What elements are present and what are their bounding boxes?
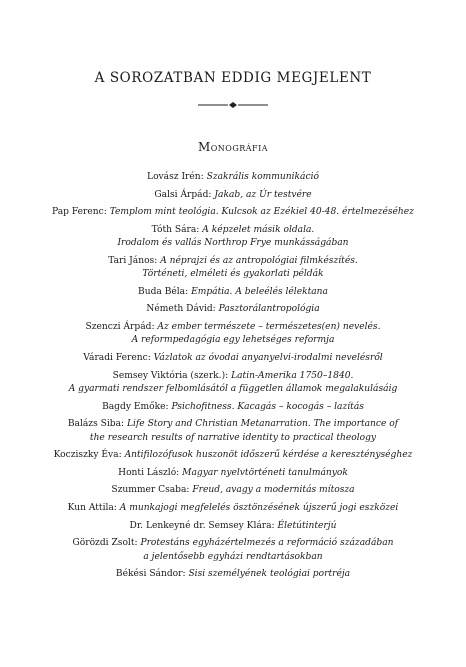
entry-title: Történeti, elméleti és gyakorlati példák (142, 269, 324, 280)
entry-continuation-line (0, 551, 466, 564)
list-item (0, 224, 466, 251)
entry-title: Az ember természete – természetes(en) nevelés. (157, 321, 381, 332)
entry-continuation-line (0, 383, 466, 396)
entry-title: Sisi személyének teológiai portréja (188, 569, 351, 580)
entry-title: Templom mint teológia. Kulcsok az Ezékiel 40-48. értelmezéséhez (109, 207, 414, 218)
entry-first-line (0, 502, 466, 515)
entry-author: Buda Béla: (138, 286, 192, 297)
list-item (0, 568, 466, 581)
entry-author: Tari János: (108, 255, 161, 266)
entry-author: Kocziszky Éva: (53, 450, 125, 461)
entry-author: Tóth Sára: (151, 224, 203, 235)
entry-first-line (0, 370, 466, 383)
entry-first-line (0, 321, 466, 334)
entry-author: Semsey Viktória (szerk.): (112, 370, 232, 381)
entry-author: Váradi Ferenc: (83, 352, 154, 363)
entry-author: Szummer Csaba: (111, 485, 193, 496)
entry-author: Kun Attila: (67, 502, 120, 513)
entry-first-line (0, 171, 466, 184)
entry-author: Lovász Irén: (147, 172, 207, 182)
entry-title: Vázlatok az óvodai anyanyelvi-irodalmi nevelésről (153, 352, 383, 363)
list-item (0, 502, 466, 515)
entry-title: Psichofitness. Kacagás – kocogás – lazítás (171, 401, 364, 412)
entry-author: Szenczi Árpád: (85, 321, 158, 332)
entry-first-line (0, 568, 466, 581)
entry-title: Protestáns egyházértelmezés a reformáció századában (140, 538, 394, 549)
entry-first-line (0, 467, 466, 480)
entry-first-line (0, 418, 466, 431)
entry-author: Bagdy Emőke: (102, 401, 172, 412)
entry-title: Irodalom és vallás Northrop Frye munkásságában (117, 238, 349, 249)
entry-continuation-line (0, 432, 466, 445)
list-item (0, 286, 466, 299)
list-item (0, 171, 466, 184)
entry-first-line (0, 352, 466, 365)
entry-title: Magyar nyelvtörténeti tanulmányok (182, 467, 348, 478)
list-item (0, 352, 466, 365)
list-item (0, 537, 466, 564)
entry-first-line (0, 255, 466, 268)
entry-author: Görözdi Zsolt: (72, 538, 141, 549)
entry-title: the research results of narrative identity to practical theology (89, 432, 377, 443)
list-item (0, 255, 466, 282)
entry-title: Szakrális kommunikáció (206, 172, 319, 182)
list-item (0, 321, 466, 348)
entry-author: Békési Sándor: (115, 569, 189, 580)
list-item (0, 418, 466, 445)
entry-title: A munkajogi megfelelés ösztönzésének újszerű jogi eszközei (119, 502, 399, 513)
list-item (0, 189, 466, 202)
entry-title: Freud, avagy a modernitás mítosza (192, 485, 355, 496)
entry-first-line (0, 484, 466, 497)
list-item (0, 467, 466, 480)
entry-first-line (0, 286, 466, 299)
entry-continuation-line (0, 237, 466, 250)
entry-title: Latin-Amerika 1750–1840. (231, 370, 354, 381)
entry-first-line (0, 537, 466, 550)
entry-first-line (0, 401, 466, 414)
entry-title: A képzelet másik oldala. (202, 224, 315, 235)
entry-first-line (0, 206, 466, 219)
ornament-divider (198, 100, 268, 110)
list-item (0, 303, 466, 316)
entry-author: Galsi Árpád: (154, 189, 215, 200)
list-item (0, 370, 466, 397)
entry-title: Life Story and Christian Metanarration. The importance of (126, 419, 399, 430)
entry-title: Antifilozófusok huszonöt időszerű kérdése a kereszténységhez (124, 450, 413, 461)
list-item (0, 449, 466, 462)
list-item (0, 206, 466, 219)
entry-title: A reformpedagógia egy lehetséges reformja (131, 335, 335, 346)
section-heading: Monográfia (197, 140, 269, 154)
page-title: A SOROZATBAN EDDIG MEGJELENT (94, 70, 372, 86)
entry-title: Életútinterjú (277, 520, 337, 531)
entry-title: A gyarmati rendszer felbomlásától a független államok megalakulásáig (68, 383, 398, 394)
list-item (0, 401, 466, 414)
list-item (0, 520, 466, 533)
entry-title: Jakab, az Úr testvére (214, 189, 312, 200)
entry-author: Dr. Lenkeyné dr. Semsey Klára: (129, 520, 278, 531)
entry-first-line (0, 520, 466, 533)
entry-author: Pap Ferenc: (52, 207, 110, 218)
entry-first-line (0, 189, 466, 202)
entry-first-line (0, 449, 466, 462)
publication-list (0, 171, 466, 582)
entry-continuation-line (0, 334, 466, 347)
entry-author: Honti László: (118, 467, 183, 478)
entry-title: Pasztorálantropológia (218, 304, 320, 315)
entry-title: A néprajzi és az antropológiai filmkészítés. (160, 255, 358, 266)
entry-title: a jelentősebb egyházi rendtartásokban (143, 551, 323, 562)
entry-first-line (0, 224, 466, 237)
entry-title: Empátia. A beleélés lélektana (191, 286, 328, 297)
entry-continuation-line (0, 268, 466, 281)
entry-first-line (0, 303, 466, 316)
list-item (0, 484, 466, 497)
entry-author: Németh Dávid: (146, 304, 219, 315)
entry-author: Balázs Siba: (67, 419, 127, 430)
